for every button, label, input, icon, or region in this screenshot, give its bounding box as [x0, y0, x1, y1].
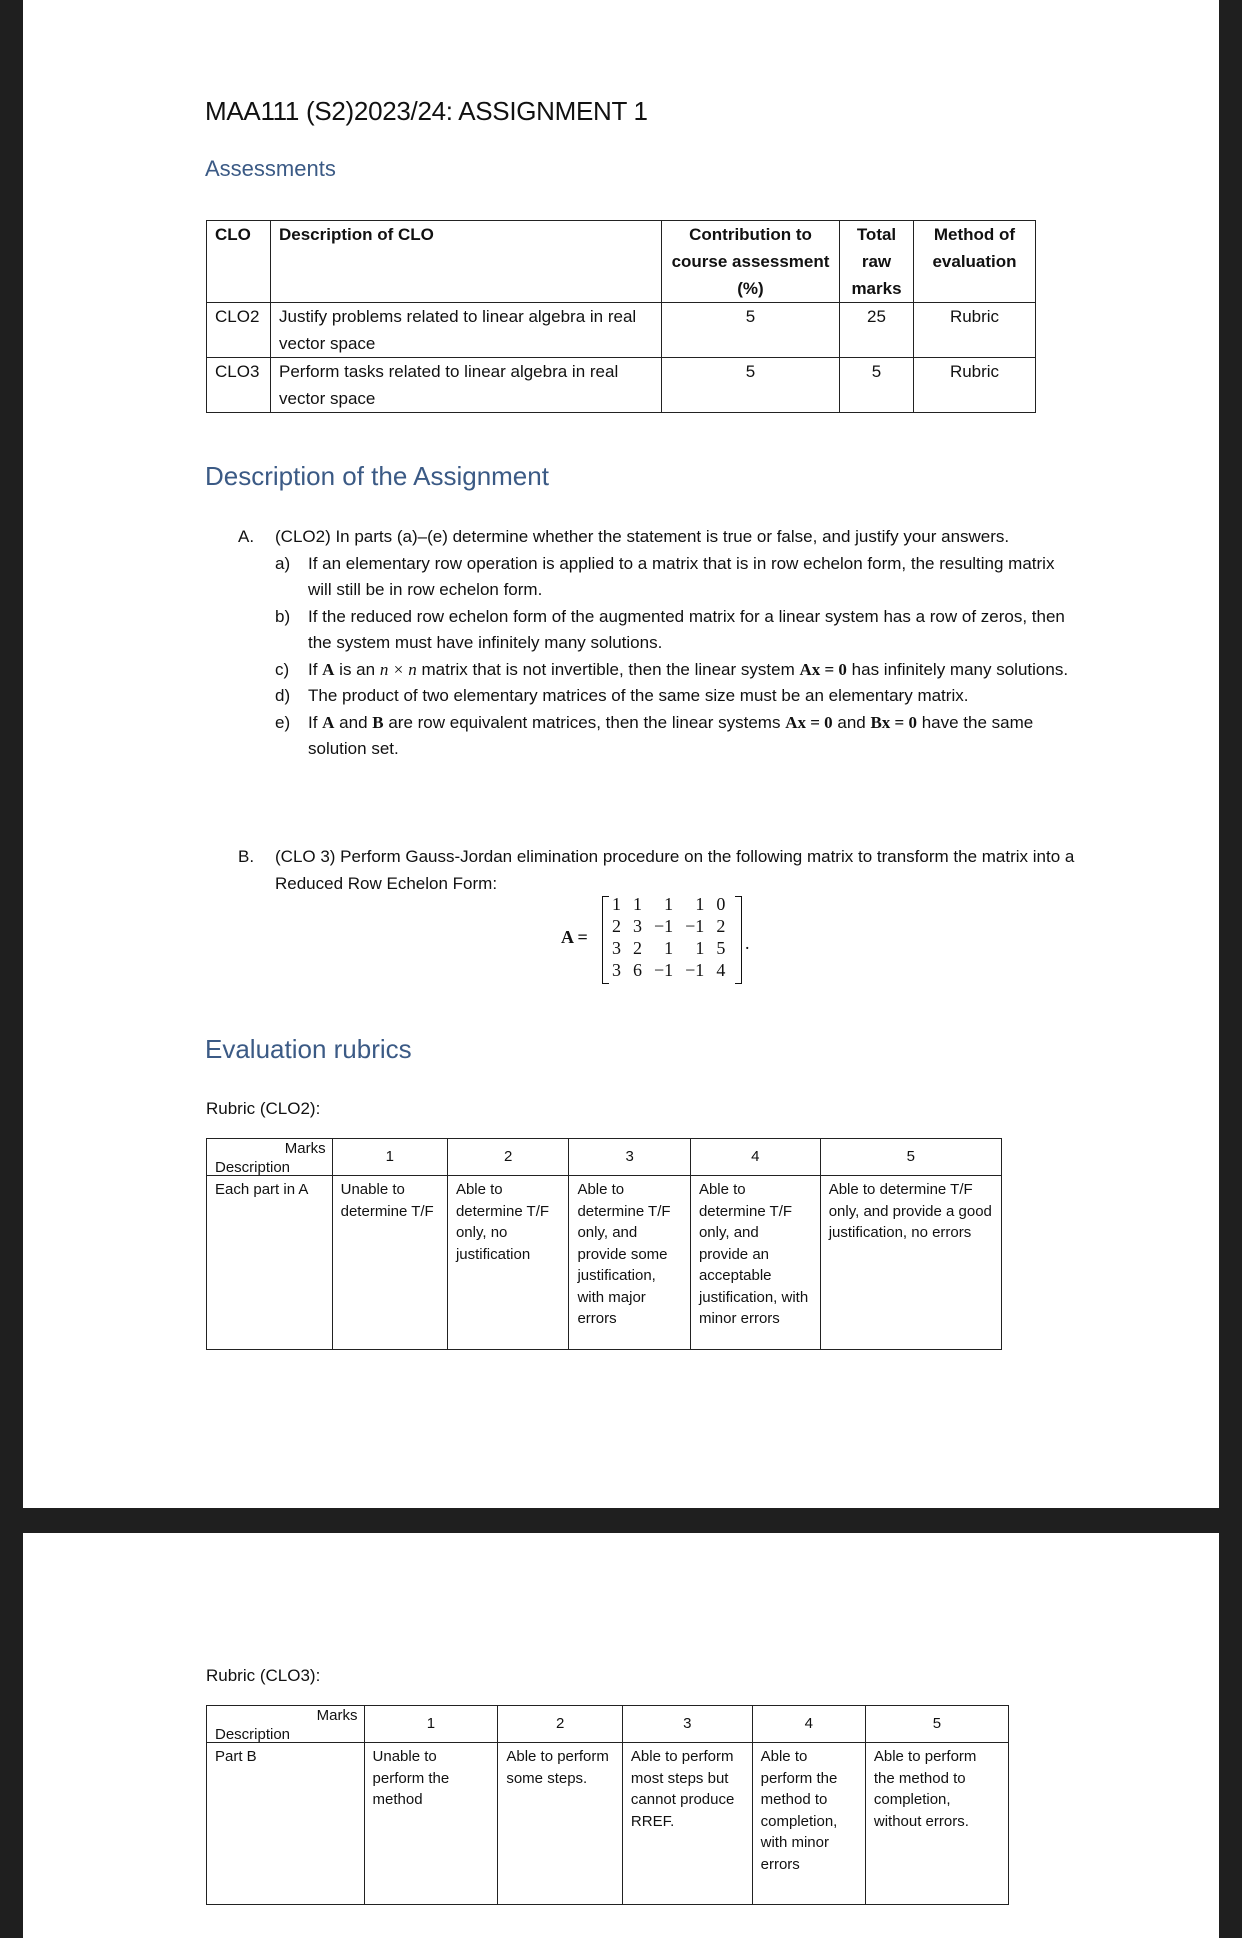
matrix-period: . — [745, 933, 750, 953]
rubric-clo2-title: Rubric (CLO2): — [206, 1099, 321, 1118]
rubric-clo3-table — [206, 1705, 1009, 1905]
list-item — [238, 551, 1078, 604]
mark-header: 2 — [498, 1706, 623, 1743]
rubric-clo2-table — [206, 1138, 1002, 1350]
part-b-label: B. — [238, 847, 255, 866]
rubric-cell: Able to perform the method to completion, without errors. — [865, 1743, 1008, 1905]
item-text-segment: and — [334, 712, 373, 732]
table-row — [207, 1176, 1002, 1350]
matrix-entry: −1 — [654, 916, 674, 936]
matrix-entry: 4 — [716, 960, 726, 980]
mark-header: 3 — [622, 1706, 752, 1743]
matrix-entry: 1 — [695, 894, 705, 914]
contribution-cell: 5 — [662, 358, 840, 413]
part-a-block — [238, 524, 1078, 763]
matrix — [602, 893, 742, 985]
item-text-segment: and — [832, 712, 871, 732]
item-text-segment: is an — [334, 659, 380, 679]
part-a-text: (CLO2) In parts (a)–(e) determine whether the statement is true or false, and justify your answers. — [275, 527, 1010, 546]
corner-marks-label: Marks — [316, 1707, 358, 1724]
math-expression: Bx = 0 — [870, 712, 917, 732]
list-item — [238, 683, 1078, 710]
col-header-total-marks: Total raw marks — [840, 221, 914, 303]
matrix-row — [612, 937, 725, 959]
matrix-entry: 2 — [612, 916, 621, 936]
clo-cell: CLO3 — [207, 358, 271, 413]
rubric-clo3-title: Rubric (CLO3): — [206, 1666, 321, 1685]
part-b-question — [238, 844, 1078, 897]
description-cell: Perform tasks related to linear algebra in real vector space — [271, 358, 662, 413]
rubric-cell: Able to perform some steps. — [498, 1743, 623, 1905]
item-label: c) — [275, 659, 290, 679]
math-symbol: A — [322, 712, 335, 732]
table-row — [207, 303, 1036, 358]
rubric-header-row — [207, 1139, 1002, 1176]
part-a-question — [238, 524, 1078, 551]
matrix-entry: 6 — [633, 960, 642, 980]
math-expression: Ax = 0 — [785, 712, 833, 732]
assessments-header-row — [207, 221, 1036, 303]
matrix-entry: 2 — [716, 916, 726, 936]
rubric-cell: Able to determine T/F only, no justification — [447, 1176, 569, 1350]
document-page-1 — [23, 0, 1219, 1508]
method-cell: Rubric — [914, 358, 1036, 413]
item-text-segment: If — [308, 659, 323, 679]
matrix-row — [612, 893, 725, 915]
mark-header: 5 — [820, 1139, 1001, 1176]
math-expression: Ax = 0 — [799, 659, 847, 679]
corner-description-label: Description — [215, 1726, 291, 1743]
item-text-segment: has infinitely many solutions. — [846, 659, 1069, 679]
item-label: a) — [275, 553, 291, 573]
matrix-row — [612, 959, 725, 981]
mark-header: 4 — [752, 1706, 865, 1743]
rubric-cell: Able to determine T/F only, and provide a good justification, no errors — [820, 1176, 1001, 1350]
table-row — [207, 358, 1036, 413]
right-bracket — [735, 896, 742, 984]
item-text-segment: are row equivalent matrices, then the linear systems — [383, 712, 786, 732]
rubric-corner-cell — [207, 1139, 333, 1176]
matrix-entry: 5 — [716, 938, 726, 958]
matrix-entry: −1 — [685, 916, 705, 936]
list-item — [238, 604, 1078, 657]
col-header-contribution: Contribution to course assessment (%) — [662, 221, 840, 303]
item-text-segment: matrix that is not invertible, then the linear system — [416, 659, 800, 679]
rubric-row-label: Part B — [207, 1743, 365, 1905]
matrix-label: A = — [561, 927, 588, 947]
item-text: If an elementary row operation is applied to a matrix that is in row echelon form, the resulting matrix will still be in row echelon form. — [308, 553, 1055, 599]
matrix-entries — [612, 893, 725, 981]
assessments-heading: Assessments — [205, 156, 336, 181]
marks-cell: 25 — [840, 303, 914, 358]
rubric-cell: Unable to determine T/F — [332, 1176, 447, 1350]
rubrics-heading: Evaluation rubrics — [205, 1034, 412, 1064]
matrix-entry: 1 — [612, 894, 621, 914]
mark-header: 4 — [690, 1139, 820, 1176]
part-b-text: (CLO 3) Perform Gauss-Jordan elimination procedure on the following matrix to transform the matrix into a Reduced Row Echelon Form: — [275, 847, 1075, 893]
marks-cell: 5 — [840, 358, 914, 413]
mark-header: 1 — [332, 1139, 447, 1176]
rubric-cell: Unable to perform the method — [364, 1743, 498, 1905]
part-a-label: A. — [238, 527, 255, 546]
contribution-cell: 5 — [662, 303, 840, 358]
matrix-entry: −1 — [685, 960, 705, 980]
rubric-corner-cell — [207, 1706, 365, 1743]
mark-header: 3 — [569, 1139, 691, 1176]
corner-description-label: Description — [215, 1159, 291, 1176]
method-cell: Rubric — [914, 303, 1036, 358]
table-row — [207, 1743, 1009, 1905]
corner-marks-label: Marks — [284, 1140, 326, 1157]
item-label: b) — [275, 606, 291, 626]
document-title: MAA111 (S2)2023/24: ASSIGNMENT 1 — [205, 96, 648, 126]
description-cell: Justify problems related to linear algebra in real vector space — [271, 303, 662, 358]
rubric-cell: Able to perform most steps but cannot produce RREF. — [622, 1743, 752, 1905]
left-bracket — [602, 896, 609, 984]
matrix-entry: 3 — [612, 960, 621, 980]
rubric-cell: Able to determine T/F only, and provide an acceptable justification, with minor errors — [690, 1176, 820, 1350]
item-label: e) — [275, 712, 291, 732]
item-text: If the reduced row echelon form of the augmented matrix for a linear system has a row of zeros, then the system must have infinitely many solutions. — [308, 606, 1065, 652]
matrix-entry: 3 — [612, 938, 621, 958]
math-symbol: A — [322, 659, 335, 679]
matrix-entry: 2 — [633, 938, 642, 958]
matrix-row — [612, 915, 725, 937]
clo-cell: CLO2 — [207, 303, 271, 358]
matrix-entry: 1 — [664, 938, 674, 958]
matrix-entry: 1 — [695, 938, 705, 958]
item-text-segment: have the same solution set. — [308, 712, 1034, 758]
part-b-block — [238, 844, 1078, 897]
list-item — [238, 657, 1078, 684]
math-symbol: B — [372, 712, 384, 732]
math-expression: n × n — [379, 659, 417, 679]
matrix-entry: 1 — [633, 894, 642, 914]
col-header-clo: CLO — [207, 221, 271, 303]
assessments-table — [206, 220, 1036, 413]
document-page-2 — [23, 1533, 1219, 1938]
rubric-cell: Able to perform the method to completion, with minor errors — [752, 1743, 865, 1905]
matrix-entry: −1 — [654, 960, 674, 980]
rubric-header-row — [207, 1706, 1009, 1743]
rubric-cell: Able to determine T/F only, and provide some justification, with major errors — [569, 1176, 691, 1350]
col-header-description: Description of CLO — [271, 221, 662, 303]
item-text: The product of two elementary matrices of the same size must be an elementary matrix. — [308, 686, 969, 705]
item-text-segment: If — [308, 712, 323, 732]
matrix-entry: 1 — [664, 894, 674, 914]
item-label: d) — [275, 686, 291, 705]
list-item — [238, 710, 1078, 763]
mark-header: 5 — [865, 1706, 1008, 1743]
assignment-heading: Description of the Assignment — [205, 461, 549, 491]
mark-header: 2 — [447, 1139, 569, 1176]
matrix-entry: 3 — [633, 916, 642, 936]
col-header-method: Method of evaluation — [914, 221, 1036, 303]
mark-header: 1 — [364, 1706, 498, 1743]
matrix-entry: 0 — [716, 894, 726, 914]
rubric-row-label: Each part in A — [207, 1176, 333, 1350]
